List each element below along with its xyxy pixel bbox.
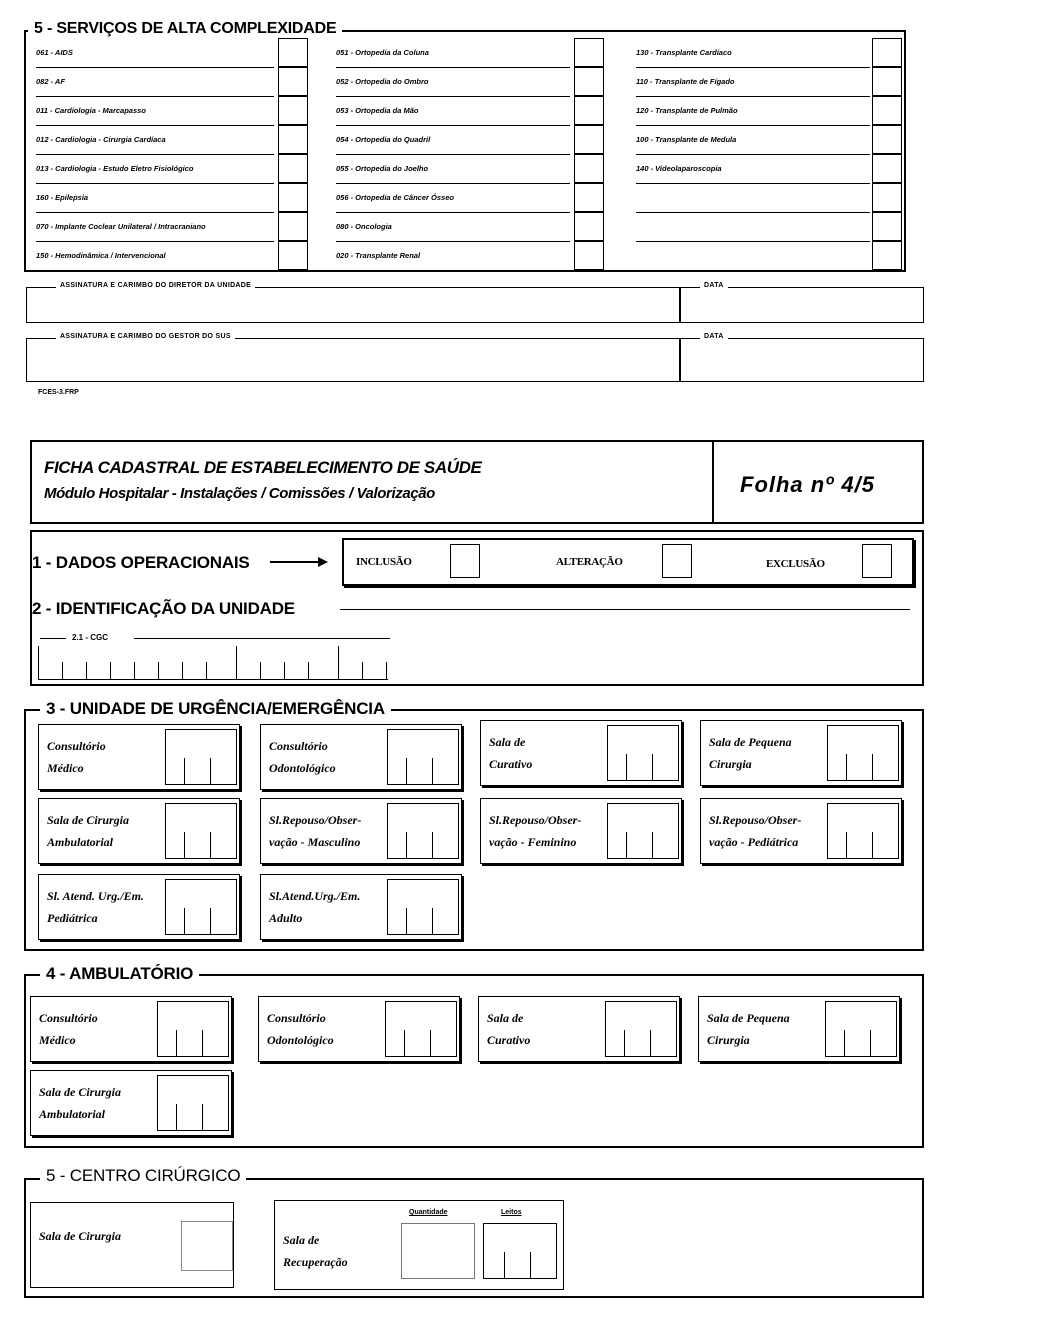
service-label: 070 - Implante Coclear Unilateral / Intracraniano: [36, 222, 206, 231]
cgc-digit-divider: [38, 646, 39, 680]
cgc-digit-divider: [362, 662, 363, 680]
service-checkbox[interactable]: [278, 125, 308, 154]
service-label: 011 - Cardiologia - Marcapasso: [36, 106, 146, 115]
cgc-baseline: [38, 679, 388, 680]
service-checkbox[interactable]: [574, 38, 604, 67]
service-rule: [336, 154, 570, 155]
service-checkbox[interactable]: [872, 125, 902, 154]
service-label: 150 - Hemodinâmica / Intervencional: [36, 251, 166, 260]
operating-room-label: Sala de Cirurgia: [39, 1229, 122, 1243]
cgc-input[interactable]: [38, 646, 388, 680]
service-label: 140 - Videolaparoscopia: [636, 164, 722, 173]
facility-quantity-input[interactable]: [387, 879, 459, 935]
service-rule: [336, 183, 570, 184]
service-rule: [336, 67, 570, 68]
service-checkbox[interactable]: [872, 38, 902, 67]
service-checkbox[interactable]: [872, 241, 902, 270]
service-rule: [636, 212, 870, 213]
service-label: 013 - Cardiologia - Estudo Eletro Fisiológico: [36, 164, 194, 173]
service-checkbox[interactable]: [278, 241, 308, 270]
facility-quantity-input[interactable]: [157, 1075, 229, 1131]
service-label: 012 - Cardiologia - Cirurgia Cardíaca: [36, 135, 166, 144]
facility-card-label: Sl.Repouso/Obser- vação - Masculino: [269, 813, 362, 849]
exclusion-label: EXCLUSÃO: [766, 558, 825, 570]
service-rule: [636, 154, 870, 155]
facility-card-label: Sl.Repouso/Obser- vação - Feminino: [489, 813, 582, 849]
cgc-label: 2.1 - CGC: [72, 633, 109, 642]
facility-card-label: Sala de Cirurgia Ambulatorial: [39, 1085, 122, 1121]
header-divider: [712, 440, 714, 524]
facility-card: [258, 996, 460, 1062]
facility-card-label: Sl.Repouso/Obser- vação - Pediátrica: [709, 813, 802, 849]
facility-quantity-input[interactable]: [385, 1001, 457, 1057]
cgc-digit-divider: [134, 662, 135, 680]
operating-room-quantity[interactable]: [181, 1221, 233, 1271]
service-rule: [36, 183, 274, 184]
gestor-signature-label: ASSINATURA E CARIMBO DO GESTOR DO SUS: [56, 333, 235, 340]
service-checkbox[interactable]: [278, 38, 308, 67]
cgc-digit-divider: [206, 662, 207, 680]
high-complexity-title: 5 - SERVIÇOS DE ALTA COMPLEXIDADE: [28, 19, 342, 39]
beds-label: Leitos: [501, 1209, 522, 1216]
service-checkbox[interactable]: [278, 96, 308, 125]
service-label: 020 - Transplante Renal: [336, 251, 421, 260]
recovery-room-label: Sala de Recuperação: [283, 1233, 348, 1269]
service-label: 120 - Transplante de Pulmão: [636, 106, 738, 115]
service-rule: [636, 270, 870, 271]
facility-quantity-input[interactable]: [165, 879, 237, 935]
cgc-digit-divider: [308, 662, 309, 680]
facility-card-label: Sl.Atend.Urg./Em. Adulto: [269, 889, 361, 925]
cgc-rule-left: [40, 638, 66, 639]
facility-card: [260, 874, 462, 940]
service-label: 160 - Epilepsia: [36, 193, 89, 202]
ambulatory-title: 4 - AMBULATÓRIO: [40, 964, 199, 984]
service-checkbox[interactable]: [872, 96, 902, 125]
service-label: 130 - Transplante Cardíaco: [636, 48, 732, 57]
sheet-number: Folha nº 4/5: [740, 472, 875, 497]
facility-card-label: Consultório Odontológico: [269, 739, 336, 775]
recovery-quantity-input[interactable]: [401, 1223, 475, 1279]
operational-data-title: 1 - DADOS OPERACIONAIS: [32, 553, 250, 572]
quantity-label: Quantidade: [409, 1209, 448, 1216]
director-signature-field[interactable]: [26, 287, 680, 323]
form-code: FCES-3.FRP: [38, 389, 79, 396]
service-rule: [36, 241, 274, 242]
service-rule: [336, 212, 570, 213]
cgc-digit-divider: [338, 646, 339, 680]
facility-quantity-input[interactable]: [165, 729, 237, 785]
operating-room-card: [30, 1202, 234, 1288]
service-rule: [36, 212, 274, 213]
service-label: 056 - Ortopedia de Câncer Ósseo: [336, 193, 454, 202]
facility-quantity-input[interactable]: [387, 729, 459, 785]
exclusion-checkbox[interactable]: [862, 544, 892, 578]
service-label: 055 - Ortopedia do Joelho: [336, 164, 429, 173]
director-date-label: DATA: [700, 282, 728, 289]
service-rule: [336, 96, 570, 97]
facility-card: [38, 724, 240, 790]
gestor-signature-field[interactable]: [26, 338, 680, 382]
form-subtitle: Módulo Hospitalar - Instalações / Comissões / Valorização: [44, 485, 435, 502]
cgc-digit-divider: [236, 646, 237, 680]
form-title: FICHA CADASTRAL DE ESTABELECIMENTO DE SAÚDE: [44, 458, 482, 477]
service-label: 100 - Transplante de Medula: [636, 135, 737, 144]
facility-card: [260, 724, 462, 790]
cgc-digit-divider: [284, 662, 285, 680]
facility-card: [480, 798, 682, 864]
facility-card: [480, 720, 682, 786]
facility-card: [700, 720, 902, 786]
service-checkbox[interactable]: [574, 67, 604, 96]
service-rule: [36, 67, 274, 68]
service-checkbox[interactable]: [278, 67, 308, 96]
service-label: 110 - Transplante de Fígado: [636, 77, 735, 86]
facility-card-label: Sala de Curativo: [489, 735, 533, 771]
service-label: 061 - AIDS: [36, 48, 73, 57]
gestor-date-label: DATA: [700, 333, 728, 340]
surgical-center-title: 5 - CENTRO CIRÚRGICO: [40, 1166, 246, 1186]
facility-quantity-input[interactable]: [827, 725, 899, 781]
service-rule: [36, 270, 274, 271]
service-rule: [636, 96, 870, 97]
service-checkbox[interactable]: [278, 212, 308, 241]
director-date-field[interactable]: [680, 287, 924, 323]
facility-card-label: Sl. Atend. Urg./Em. Pediátrica: [47, 889, 144, 925]
facility-quantity-input[interactable]: [827, 803, 899, 859]
cgc-digit-divider: [110, 662, 111, 680]
recovery-beds-input[interactable]: [483, 1223, 557, 1279]
unit-identification-rule: [340, 609, 910, 610]
service-rule: [336, 125, 570, 126]
facility-card-label: Sala de Pequena Cirurgia: [707, 1011, 790, 1047]
arrow-right-icon: [270, 555, 330, 569]
inclusion-checkbox[interactable]: [450, 544, 480, 578]
service-rule: [36, 125, 274, 126]
facility-card-label: Consultório Médico: [39, 1011, 98, 1047]
change-checkbox[interactable]: [662, 544, 692, 578]
service-label: 054 - Ortopedia do Quadril: [336, 135, 431, 144]
cgc-digit-divider: [386, 662, 387, 680]
service-label: 082 - AF: [36, 77, 65, 86]
emergency-title: 3 - UNIDADE DE URGÊNCIA/EMERGÊNCIA: [40, 699, 391, 719]
cgc-digit-divider: [260, 662, 261, 680]
facility-card: [38, 874, 240, 940]
service-checkbox[interactable]: [574, 241, 604, 270]
cgc-digit-divider: [62, 662, 63, 680]
facility-card-label: Consultório Odontológico: [267, 1011, 334, 1047]
facility-card: [698, 996, 900, 1062]
service-checkbox[interactable]: [574, 154, 604, 183]
facility-quantity-input[interactable]: [605, 1001, 677, 1057]
facility-quantity-input[interactable]: [607, 803, 679, 859]
inclusion-label: INCLUSÃO: [356, 556, 412, 568]
service-label: 051 - Ortopedia da Coluna: [336, 48, 429, 57]
service-rule: [36, 154, 274, 155]
service-checkbox[interactable]: [872, 154, 902, 183]
service-rule: [636, 67, 870, 68]
recovery-room-card: [274, 1200, 564, 1290]
facility-card-label: Sala de Curativo: [487, 1011, 531, 1047]
service-checkbox[interactable]: [574, 96, 604, 125]
facility-quantity-input[interactable]: [607, 725, 679, 781]
cgc-digit-divider: [158, 662, 159, 680]
operation-type-box: [342, 538, 914, 586]
facility-card-label: Sala de Pequena Cirurgia: [709, 735, 792, 771]
service-label: 053 - Ortopedia da Mão: [336, 106, 419, 115]
service-rule: [636, 125, 870, 126]
facility-card: [30, 996, 232, 1062]
director-signature-label: ASSINATURA E CARIMBO DO DIRETOR DA UNIDADE: [56, 282, 255, 289]
facility-card-label: Consultório Médico: [47, 739, 106, 775]
facility-card: [30, 1070, 232, 1136]
service-rule: [36, 96, 274, 97]
unit-identification-title: 2 - IDENTIFICAÇÃO DA UNIDADE: [32, 599, 295, 618]
service-rule: [336, 241, 570, 242]
facility-card: [260, 798, 462, 864]
service-checkbox[interactable]: [278, 154, 308, 183]
cgc-digit-divider: [182, 662, 183, 680]
service-checkbox[interactable]: [574, 183, 604, 212]
gestor-date-field[interactable]: [680, 338, 924, 382]
service-checkbox[interactable]: [872, 212, 902, 241]
facility-quantity-input[interactable]: [165, 803, 237, 859]
facility-quantity-input[interactable]: [387, 803, 459, 859]
service-rule: [636, 241, 870, 242]
service-label: 080 - Oncologia: [336, 222, 392, 231]
service-checkbox[interactable]: [574, 125, 604, 154]
service-rule: [336, 270, 570, 271]
change-label: ALTERAÇÃO: [556, 556, 623, 568]
service-checkbox[interactable]: [872, 183, 902, 212]
cgc-rule-right: [134, 638, 390, 639]
facility-card: [700, 798, 902, 864]
service-label: 052 - Ortopedia do Ombro: [336, 77, 429, 86]
service-checkbox[interactable]: [278, 183, 308, 212]
service-checkbox[interactable]: [872, 67, 902, 96]
facility-card-label: Sala de Cirurgia Ambulatorial: [47, 813, 130, 849]
facility-card: [38, 798, 240, 864]
facility-card: [478, 996, 680, 1062]
facility-quantity-input[interactable]: [825, 1001, 897, 1057]
cgc-digit-divider: [86, 662, 87, 680]
service-checkbox[interactable]: [574, 212, 604, 241]
facility-quantity-input[interactable]: [157, 1001, 229, 1057]
service-rule: [636, 183, 870, 184]
